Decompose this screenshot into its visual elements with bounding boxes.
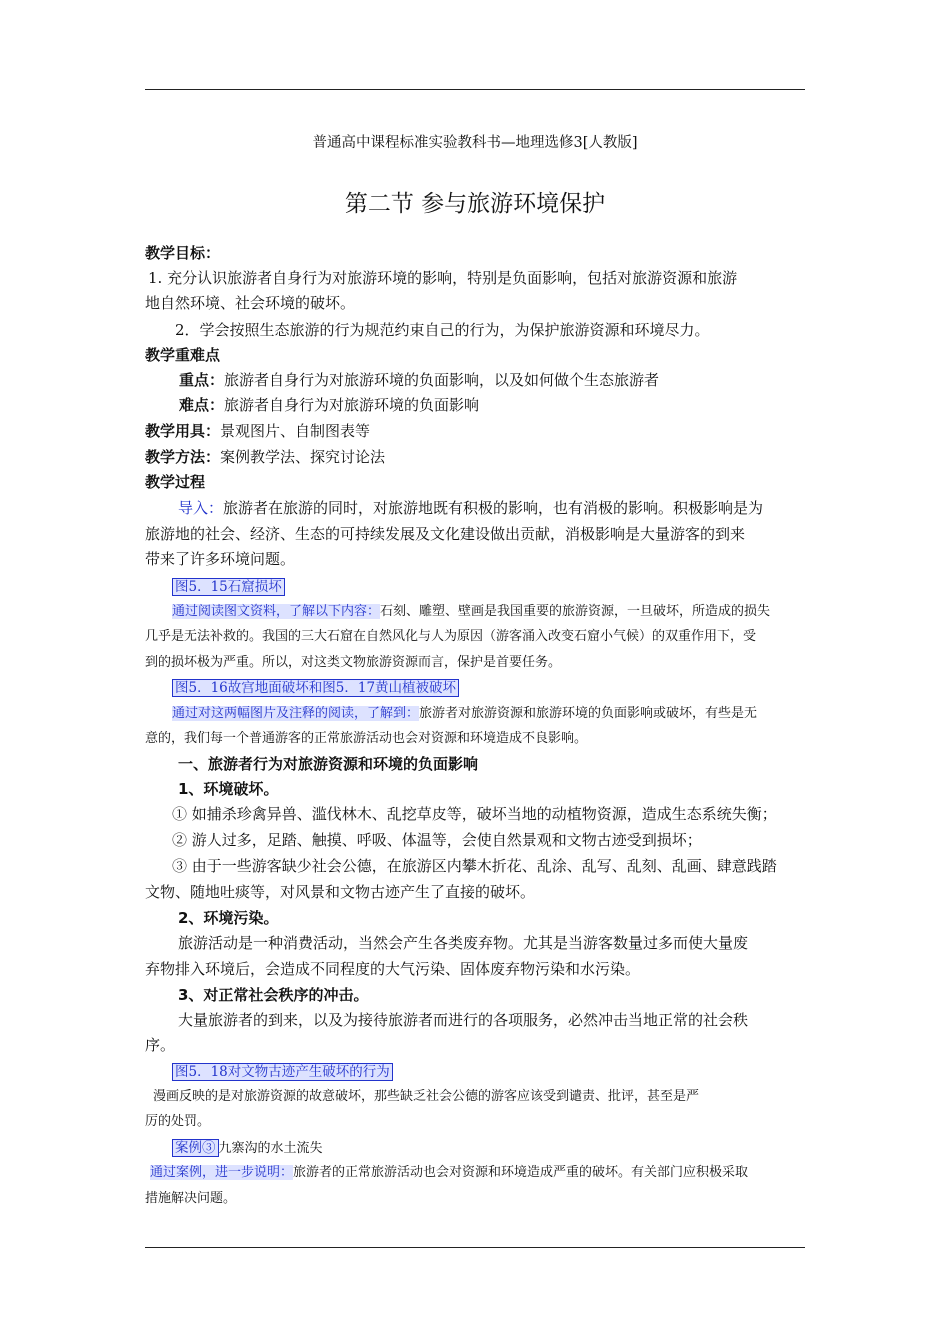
order-line-1: 大量旅游者的到来，以及为接待旅游者而进行的各项服务，必然冲击当地正常的社会秩 [178, 1011, 749, 1029]
case3-title: 九寨沟的水土流失 [218, 1141, 323, 1156]
fig515-label-row [172, 576, 285, 597]
damage-point-3-line-1: ③ 由于一些游客缺少社会公德，在旅游区内攀木折花、乱涂、乱写、乱刻、乱画、肆意践踏 [172, 857, 777, 875]
objective-2: 2．学会按照生态旅游的行为规范约束自己的行为，为保护旅游资源和环境尽力。 [175, 321, 710, 339]
fig515-line-3: 到的损坏极为严重。所以，对这类文物旅游资源而言，保护是首要任务。 [145, 655, 562, 670]
pollution-line-2: 弃物排入环境后，会造成不同程度的大气污染、固体废弃物污染和水污染。 [145, 960, 641, 978]
fig516-line-1 [172, 704, 757, 724]
tools-row [145, 421, 370, 441]
case3-lead: 通过案例，进一步说明： [150, 1165, 294, 1180]
pollution-line-1: 旅游活动是一种消费活动，当然会产生各类废弃物。尤其是当游客数量过多而使大量废 [178, 934, 749, 952]
difficulty-text: 旅游者自身行为对旅游环境的负面影响 [224, 396, 480, 414]
case3-row [172, 1137, 323, 1159]
case3-label[interactable]: 案例③ [172, 1139, 219, 1157]
difficulty-label: 难点： [179, 396, 225, 414]
fig516-line-2: 意的，我们每一个普通游客的正常旅游活动也会对资源和环境造成不良影响。 [145, 731, 588, 746]
damage-point-2: ② 游人过多，足踏、触摸、呼吸、体温等，会使自然景观和文物古迹受到损坏； [172, 831, 702, 849]
tools-text: 景观图片、自制图表等 [220, 422, 371, 440]
intro-line-3: 带来了许多环境问题。 [145, 550, 296, 568]
fig516-label-row [172, 677, 459, 698]
intro-line-2: 旅游地的社会、经济、生态的可持续发展及文化建设做出贡献，消极影响是大量游客的到来 [145, 525, 746, 543]
intro-text-1: 旅游者在旅游的同时，对旅游地既有积极的影响，也有消极的影响。积极影响是为 [223, 499, 764, 517]
textbook-subtitle: 普通高中课程标准实验教科书—地理选修3[人教版] [312, 135, 638, 151]
focus-text: 旅游者自身行为对旅游环境的负面影响，以及如何做个生态旅游者 [224, 371, 660, 389]
section1-sub2: 2、环境污染。 [178, 909, 279, 927]
fig518-label-row [172, 1061, 393, 1082]
fig518-label[interactable]: 图5．18对文物古迹产生破坏的行为 [172, 1063, 393, 1081]
fig518-line-1: 漫画反映的是对旅游资源的故意破坏，那些缺乏社会公德的游客应该受到谴责、批评，甚至是严 [153, 1089, 700, 1104]
case3-line-1 [150, 1163, 748, 1183]
fig515-lead: 通过阅读图文资料，了解以下内容： [172, 604, 381, 619]
intro-label: 导入： [178, 499, 224, 517]
fig515-line-2: 几乎是无法补救的。我国的三大石窟在自然风化与人为原因（游客涌入改变石窟小气候）的双重作用下，受 [145, 629, 757, 644]
process-label: 教学过程 [145, 473, 206, 491]
difficulty-row [179, 395, 479, 415]
fig515-line-1 [172, 602, 770, 622]
methods-row [145, 447, 385, 467]
objectives-label: 教学目标： [145, 244, 221, 262]
methods-label: 教学方法： [145, 448, 221, 466]
objective-1-line-1: 1. 充分认识旅游者自身行为对旅游环境的影响，特别是负面影响，包括对旅游资源和旅游 [148, 269, 738, 287]
fig518-line-2: 厉的处罚。 [145, 1114, 211, 1129]
fig516-label[interactable]: 图5．16故宫地面破坏和图5．17黄山植被破坏 [172, 679, 459, 697]
fig516-lead: 通过对这两幅图片及注释的阅读，了解到： [172, 706, 420, 721]
intro-line-1 [178, 498, 763, 518]
focus-row [179, 370, 659, 390]
section1-sub1: 1、环境破坏。 [178, 780, 279, 798]
order-line-2: 序。 [145, 1036, 176, 1054]
fig516-text-1: 旅游者对旅游资源和旅游环境的负面影响或破坏，有些是无 [419, 706, 758, 721]
tools-label: 教学用具： [145, 422, 221, 440]
focus-label: 重点： [179, 371, 225, 389]
fig515-label[interactable]: 图5．15石窟损坏 [172, 578, 285, 596]
key-points-label: 教学重难点 [145, 346, 221, 364]
damage-point-3-line-2: 文物、随地吐痰等，对风景和文物古迹产生了直接的破坏。 [145, 883, 536, 901]
fig515-text-1: 石刻、雕塑、壁画是我国重要的旅游资源，一旦破坏，所造成的损失 [380, 604, 771, 619]
case3-text-1: 旅游者的正常旅游活动也会对资源和环境造成严重的破坏。有关部门应积极采取 [293, 1165, 749, 1180]
damage-point-1: ① 如捕杀珍禽异兽、滥伐林木、乱挖草皮等，破坏当地的动植物资源，造成生态系统失衡； [172, 805, 777, 823]
section1-sub3: 3、对正常社会秩序的冲击。 [178, 986, 369, 1004]
methods-text: 案例教学法、探究讨论法 [220, 448, 386, 466]
objective-1-line-2: 地自然环境、社会环境的破坏。 [145, 294, 356, 312]
page-title: 第二节 参与旅游环境保护 [344, 191, 606, 217]
case3-line-2: 措施解决问题。 [145, 1191, 237, 1206]
top-rule [145, 89, 805, 90]
section1-heading: 一、旅游者行为对旅游资源和环境的负面影响 [178, 755, 479, 773]
bottom-rule [145, 1247, 805, 1248]
